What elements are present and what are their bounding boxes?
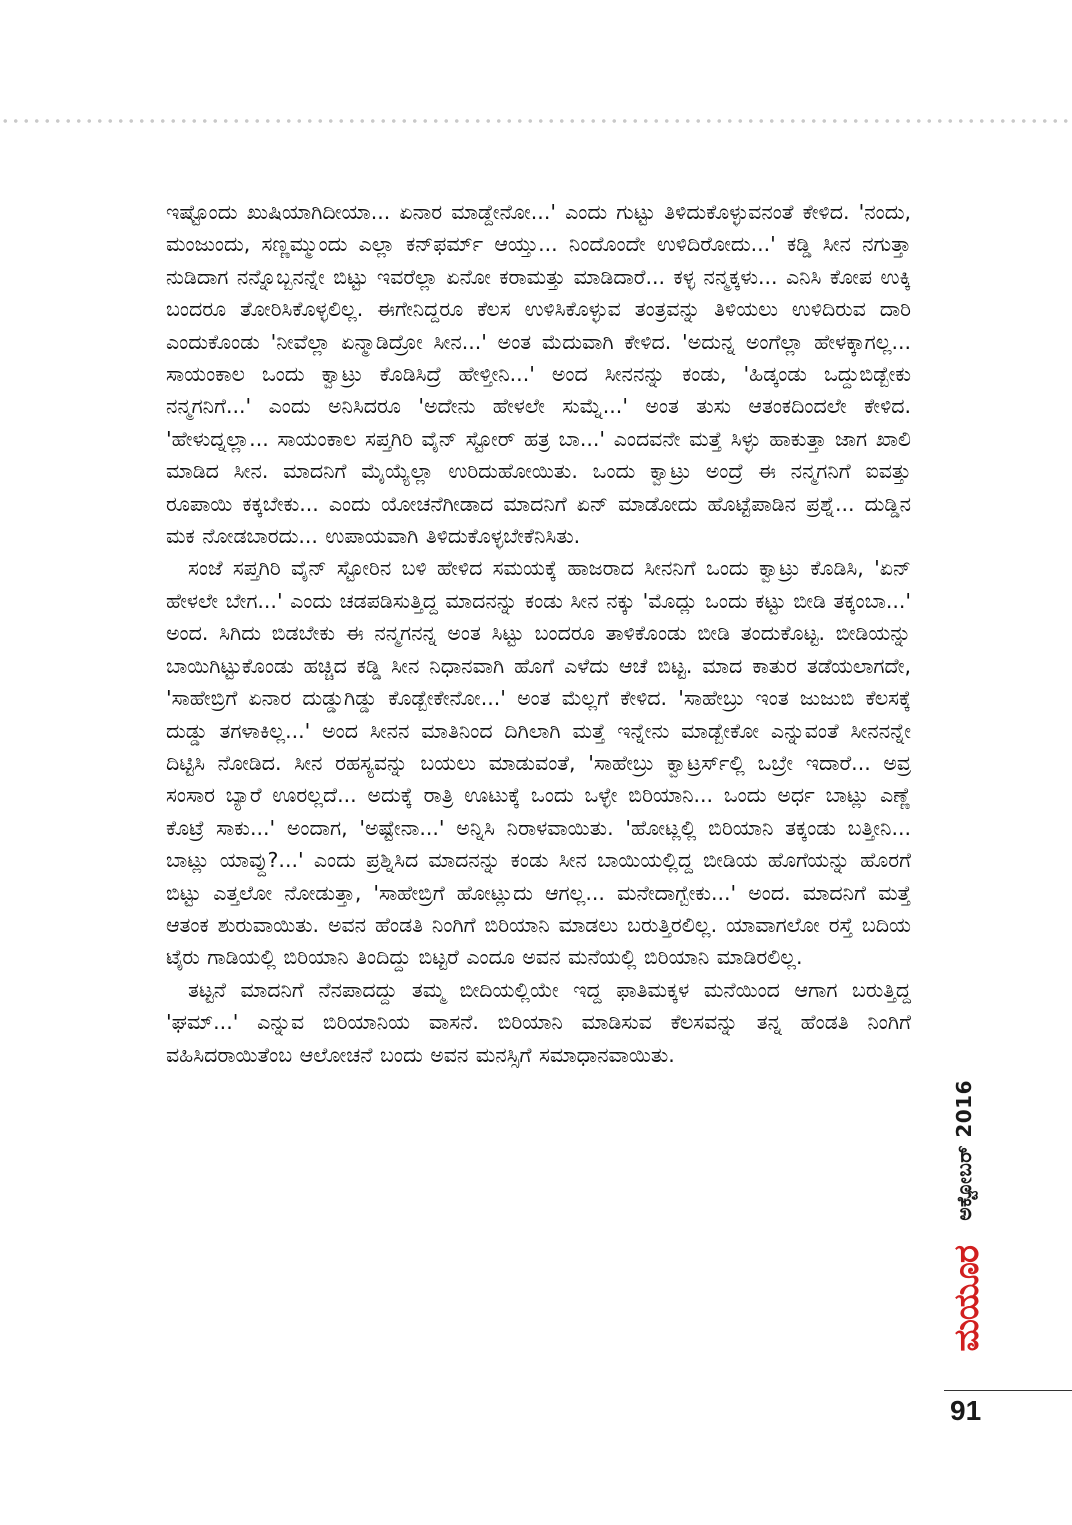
article-body	[166, 196, 911, 1071]
issue-date: ಅಕ್ಟೋಬರ್ 2016	[952, 1080, 976, 1221]
dotted-header-rule	[0, 118, 1072, 124]
article-paragraph-2: ಸಂಜೆ ಸಪ್ತಗಿರಿ ವೈನ್ ಸ್ಟೋರಿನ ಬಳಿ ಹೇಳಿದ ಸಮಯಕ್ಕೆ ಹಾಜರಾದ ಸೀನನಿಗೆ ಒಂದು ಕ್ವಾಟ್ರು ಕೊಡಿಸಿ, 'ಏನ್ ಹೇಳಲೇ ಬೇಗ...' ಎಂದು ಚಡಪಡಿಸುತ್ತಿದ್ದ ಮಾದನನ್ನು ಕಂಡು ಸೀನ ನಕ್ಕು 'ಮೊದ್ಲು ಒಂದು ಕಟ್ಟು ಬೀಡಿ ತಕ್ಕಂಬಾ...' ಅಂದ. ಸಿಗಿದು ಬಿಡಬೇಕು ಈ ನನ್ಮಗನನ್ನ ಅಂತ ಸಿಟ್ಟು ಬಂದರೂ ತಾಳಿಕೊಂಡು ಬೀಡಿ ತಂದುಕೊಟ್ಟ. ಬೀಡಿಯನ್ನು ಬಾಯಿಗಿಟ್ಟುಕೊಂಡು ಹಚ್ಚಿದ ಕಡ್ಡಿ ಸೀನ ನಿಧಾನವಾಗಿ ಹೊಗೆ ಎಳೆದು ಆಚೆ ಬಿಟ್ಟ. ಮಾದ ಕಾತುರ ತಡೆಯಲಾಗದೇ, 'ಸಾಹೇಬ್ರಿಗೆ ಏನಾರ ದುಡ್ಡುಗಿಡ್ಡು ಕೊಡ್ಬೇಕೇನೋ...' ಅಂತ ಮೆಲ್ಲಗೆ ಕೇಳಿದ. 'ಸಾಹೇಬ್ರು ಇಂತ ಜುಜುಬಿ ಕೆಲಸಕ್ಕೆ ದುಡ್ಡು ತಗಳಾಕಿಲ್ಲ...' ಅಂದ ಸೀನನ ಮಾತಿನಿಂದ ದಿಗಿಲಾಗಿ ಮತ್ತೆ ಇನ್ನೇನು ಮಾಡ್ಬೇಕೋ ಎನ್ನುವಂತೆ ಸೀನನನ್ನೇ ದಿಟ್ಟಿಸಿ ನೋಡಿದ. ಸೀನ ರಹಸ್ಯವನ್ನು ಬಯಲು ಮಾಡುವಂತೆ, 'ಸಾಹೇಬ್ರು ಕ್ವಾಟ್ರರ್ಸ್‌ಲ್ಲಿ ಒಬ್ರೇ ಇದಾರೆ... ಅವ್ರ ಸಂಸಾರ ಬ್ಯಾರೆ ಊರಲ್ಲದೆ... ಅದುಕ್ಕೆ ರಾತ್ರಿ ಊಟುಕ್ಕೆ ಒಂದು ಒಳ್ಳೇ ಬಿರಿಯಾನಿ... ಒಂದು ಅರ್ಧ ಬಾಟ್ಲು ಎಣ್ಣೆ ಕೊಟ್ರೆ ಸಾಕು...' ಅಂದಾಗ, 'ಅಷ್ಟೇನಾ...' ಅನ್ನಿಸಿ ನಿರಾಳವಾಯಿತು. 'ಹೋಟ್ಲಲ್ಲಿ ಬಿರಿಯಾನಿ ತಕ್ಕಂಡು ಬತ್ತೀನಿ... ಬಾಟ್ಲು ಯಾವ್ದು?...' ಎಂದು ಪ್ರಶ್ನಿಸಿದ ಮಾದನನ್ನು ಕಂಡು ಸೀನ ಬಾಯಿಯಲ್ಲಿದ್ದ ಬೀಡಿಯ ಹೊಗೆಯನ್ನು ಹೊರಗೆ ಬಿಟ್ಟು ಎತ್ತಲೋ ನೋಡುತ್ತಾ, 'ಸಾಹೇಬ್ರಿಗೆ ಹೋಟ್ಲುದು ಆಗಲ್ಲ... ಮನೇದಾಗ್ಬೇಕು...' ಅಂದ. ಮಾದನಿಗೆ ಮತ್ತೆ ಆತಂಕ ಶುರುವಾಯಿತು. ಅವನ ಹೆಂಡತಿ ನಿಂಗಿಗೆ ಬಿರಿಯಾನಿ ಮಾಡಲು ಬರುತ್ತಿರಲಿಲ್ಲ. ಯಾವಾಗಲೋ ರಸ್ತೆ ಬದಿಯ ಟೈರು ಗಾಡಿಯಲ್ಲಿ ಬಿರಿಯಾನಿ ತಿಂದಿದ್ದು ಬಿಟ್ಟರೆ ಎಂದೂ ಅವನ ಮನೆಯಲ್ಲಿ ಬಿರಿಯಾನಿ ಮಾಡಿರಲಿಲ್ಲ.	[166, 556, 911, 970]
page-number: 91	[950, 1395, 982, 1426]
folio-rule	[944, 1390, 1072, 1391]
magazine-masthead: ಮಯೂರ	[947, 1246, 987, 1352]
article-paragraph-1: ಇಷ್ಟೊಂದು ಖುಷಿಯಾಗಿದೀಯಾ... ಏನಾರ ಮಾಡ್ದೇನೋ...' ಎಂದು ಗುಟ್ಟು ತಿಳಿದುಕೊಳ್ಳುವನಂತೆ ಕೇಳಿದ. 'ನಂದು, ಮಂಜುಂದು, ಸಣ್ಣಮ್ಮುಂದು ಎಲ್ಲಾ ಕನ್‌ಫರ್ಮ್ ಆಯ್ತು... ನಿಂದೊಂದೇ ಉಳಿದಿರೋದು...' ಕಡ್ಡಿ ಸೀನ ನಗುತ್ತಾ ನುಡಿದಾಗ ನನ್ನೊಬ್ಬನನ್ನೇ ಬಿಟ್ಟು ಇವರೆಲ್ಲಾ ಏನೋ ಕರಾಮತ್ತು ಮಾಡಿದಾರೆ... ಕಳ್ಳ ನನ್ಮಕ್ಕಳು... ಎನಿಸಿ ಕೋಪ ಉಕ್ಕಿ ಬಂದರೂ ತೋರಿಸಿಕೊಳ್ಳಲಿಲ್ಲ. ಈಗೇನಿದ್ದರೂ ಕೆಲಸ ಉಳಿಸಿಕೊಳ್ಳುವ ತಂತ್ರವನ್ನು ತಿಳಿಯಲು ಉಳಿದಿರುವ ದಾರಿ ಎಂದುಕೊಂಡು 'ನೀವೆಲ್ಲಾ ಏನ್ಮಾಡಿದ್ರೋ ಸೀನ...' ಅಂತ ಮೆದುವಾಗಿ ಕೇಳಿದ. 'ಅದುನ್ನ ಅಂಗೆಲ್ಲಾ ಹೇಳಕ್ಕಾಗಲ್ಲ... ಸಾಯಂಕಾಲ ಒಂದು ಕ್ವಾಟ್ರು ಕೊಡಿಸಿದ್ರೆ ಹೇಳ್ತೀನಿ...' ಅಂದ ಸೀನನನ್ನು ಕಂಡು, 'ಹಿಡ್ಕಂಡು ಒದ್ದುಬಿಡ್ಬೇಕು ನನ್ಮಗನಿಗೆ...' ಎಂದು ಅನಿಸಿದರೂ 'ಅದೇನು ಹೇಳಲೇ ಸುಮ್ನೆ...' ಅಂತ ತುಸು ಆತಂಕದಿಂದಲೇ ಕೇಳಿದ. 'ಹೇಳುದ್ನಲ್ಲಾ... ಸಾಯಂಕಾಲ ಸಪ್ತಗಿರಿ ವೈನ್ ಸ್ಟೋರ್ ಹತ್ರ ಬಾ...' ಎಂದವನೇ ಮತ್ತೆ ಸಿಳ್ಳು ಹಾಕುತ್ತಾ ಜಾಗ ಖಾಲಿ ಮಾಡಿದ ಸೀನ. ಮಾದನಿಗೆ ಮೈಯ್ಯೆಲ್ಲಾ ಉರಿದುಹೋಯಿತು. ಒಂದು ಕ್ವಾಟ್ರು ಅಂದ್ರೆ ಈ ನನ್ಮಗನಿಗೆ ಐವತ್ತು ರೂಪಾಯಿ ಕಕ್ಕಬೇಕು... ಎಂದು ಯೋಚನೆಗೀಡಾದ ಮಾದನಿಗೆ ಏನ್ ಮಾಡೋದು ಹೊಟ್ಟೆಪಾಡಿನ ಪ್ರಶ್ನೆ... ದುಡ್ಡಿನ ಮಕ ನೋಡಬಾರದು... ಉಪಾಯವಾಗಿ ತಿಳಿದುಕೊಳ್ಳಬೇಕೆನಿಸಿತು.	[166, 200, 911, 549]
magazine-sidebar	[944, 1070, 1004, 1370]
article-paragraph-3: ತಟ್ಟನೆ ಮಾದನಿಗೆ ನೆನಪಾದದ್ದು ತಮ್ಮ ಬೀದಿಯಲ್ಲಿಯೇ ಇದ್ದ ಫಾತಿಮಕ್ಕಳ ಮನೆಯಿಂದ ಆಗಾಗ ಬರುತ್ತಿದ್ದ 'ಘಮ್...' ಎನ್ನುವ ಬಿರಿಯಾನಿಯ ವಾಸನೆ. ಬಿರಿಯಾನಿ ಮಾಡಿಸುವ ಕೆಲಸವನ್ನು ತನ್ನ ಹೆಂಡತಿ ನಿಂಗಿಗೆ ವಹಿಸಿದರಾಯಿತೆಂಬ ಆಲೋಚನೆ ಬಂದು ಅವನ ಮನಸ್ಸಿಗೆ ಸಮಾಧಾನವಾಯಿತು.	[166, 977, 911, 1067]
